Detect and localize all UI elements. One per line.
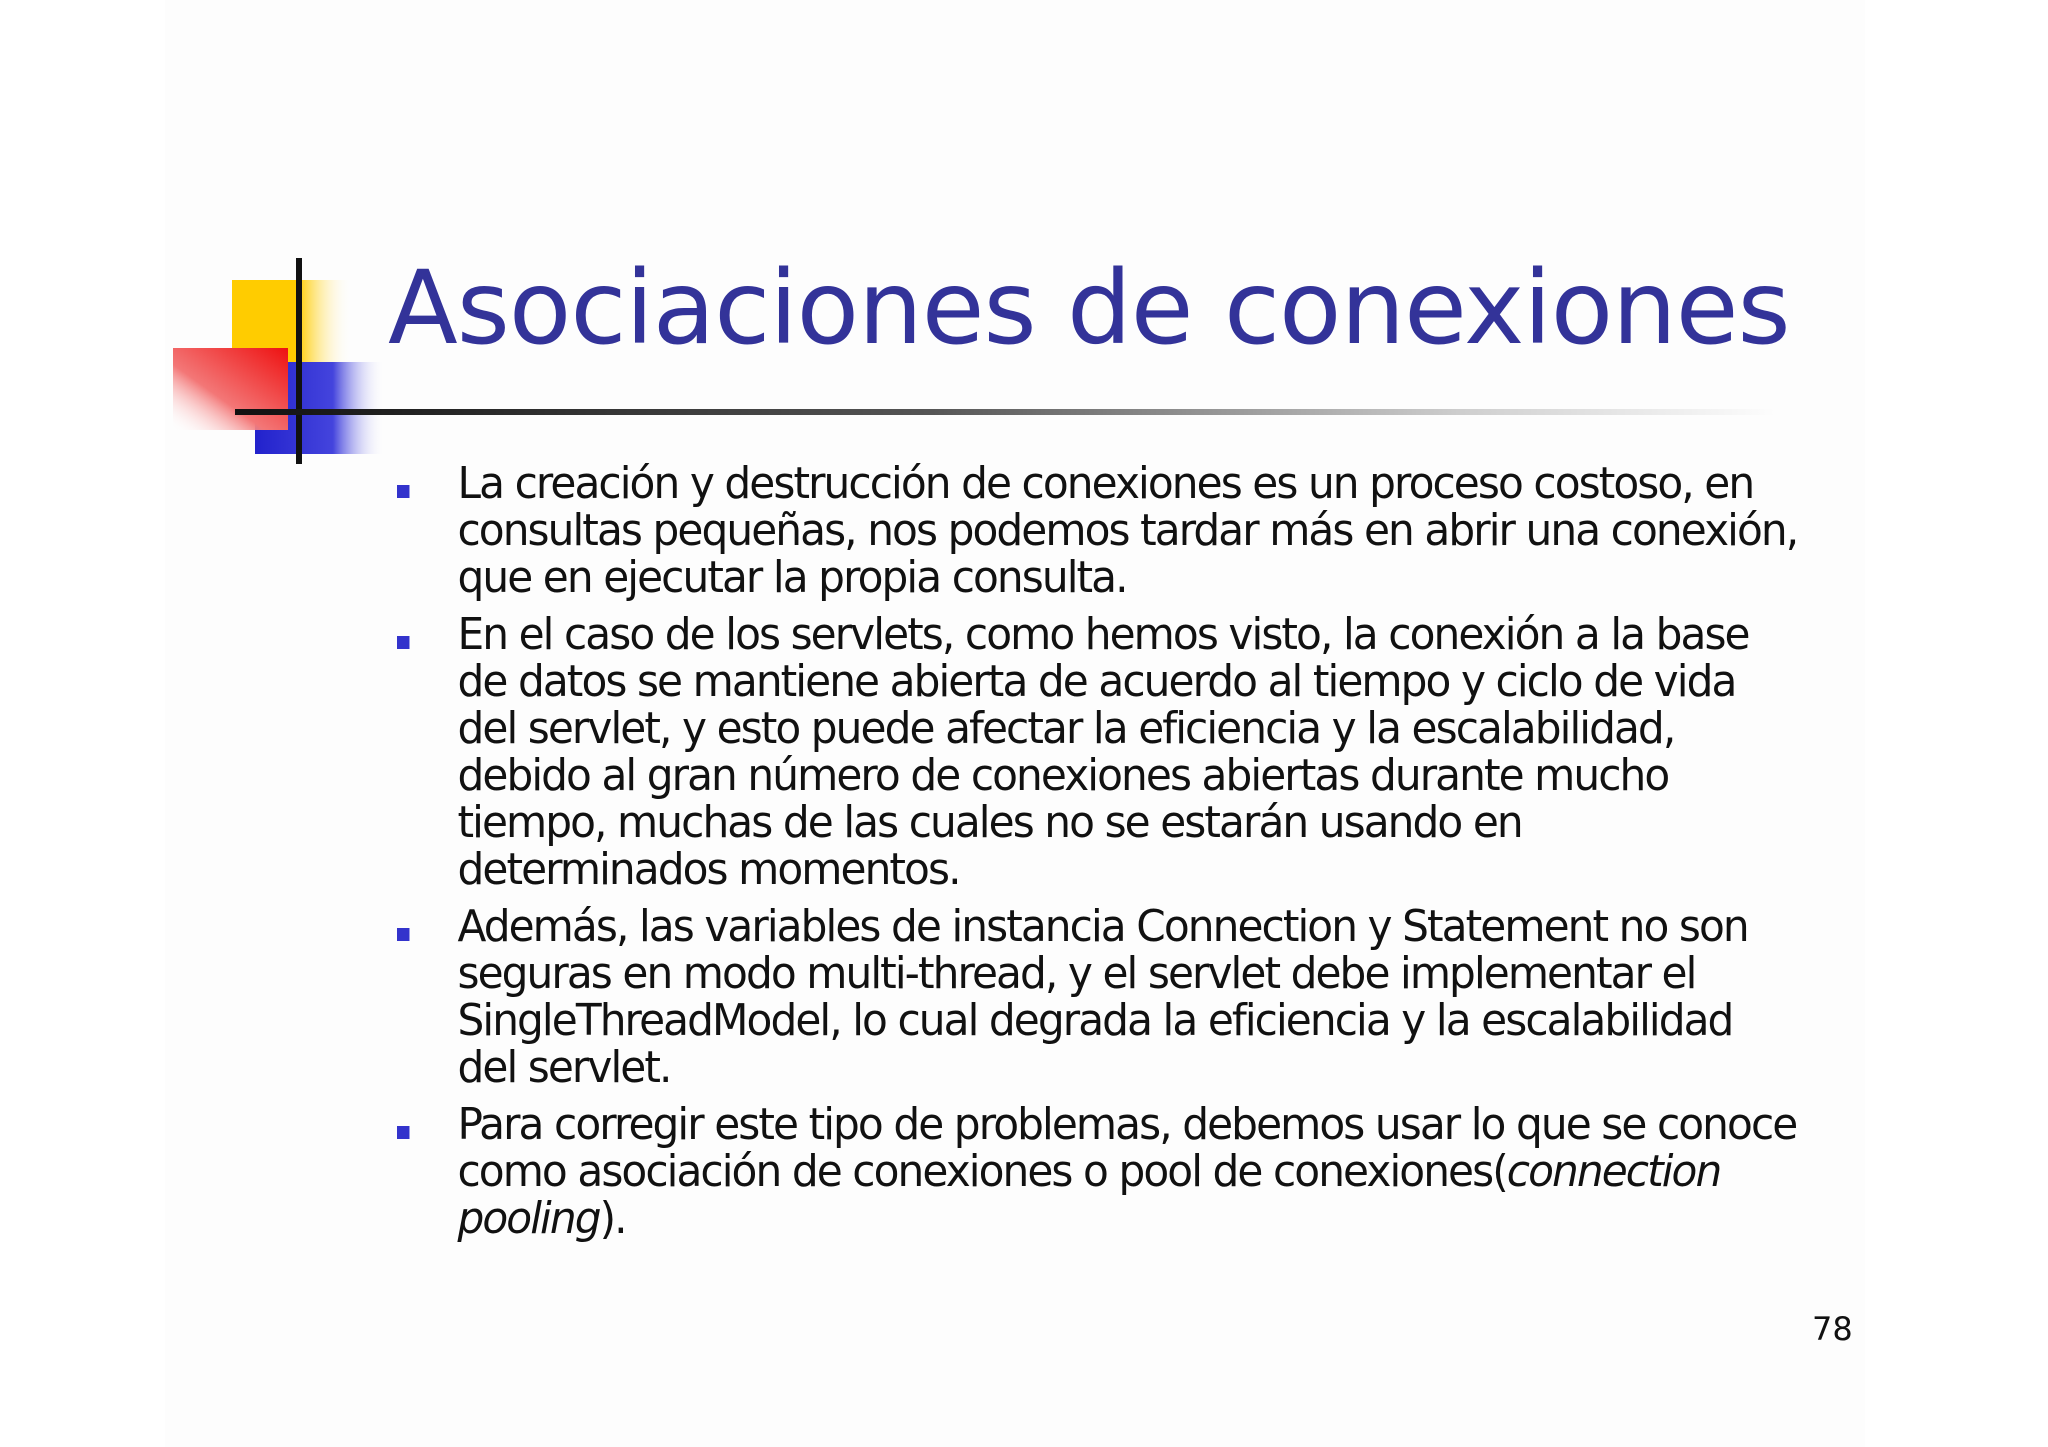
bullet-square-icon (397, 1126, 409, 1139)
bullet-text-end: ). (599, 1193, 626, 1244)
bullet-item (397, 1101, 1799, 1242)
slide-title: Asociaciones de conexiones (388, 249, 1790, 368)
bullet-square-icon (397, 485, 409, 498)
bullet-square-icon (397, 928, 409, 941)
bullet-item (397, 611, 1799, 893)
title-underline (235, 409, 1775, 415)
bullet-text: Para corregir este tipo de problemas, debemos usar lo que se conoce como asociación de conexiones o pool de conexiones( (457, 1099, 1797, 1197)
bullet-square-icon (397, 636, 409, 649)
bullet-italic-term: connection pooling (457, 1146, 1721, 1244)
bullet-list (397, 460, 1857, 1252)
bullet-text: En el caso de los servlets, como hemos visto, la conexión a la base de datos se mantiene abierta de acuerdo al tiempo y ciclo de vida del servlet, y esto puede afectar la eficiencia y la escalabilidad, debido al gran número de conexiones abiertas durante mucho tiempo, muchas de las cuales no se estarán usando en determinados momentos. (457, 609, 1749, 895)
bullet-item (397, 903, 1799, 1091)
page-number: 78 (1812, 1310, 1853, 1348)
bullet-text: La creación y destrucción de conexiones es un proceso costoso, en consultas pequeñas, nos podemos tardar más en abrir una conexión, que en ejecutar la propia consulta. (457, 458, 1798, 603)
bullet-item (397, 460, 1799, 601)
bullet-text: Además, las variables de instancia Connection y Statement no son seguras en modo multi-thread, y el servlet debe implementar el SingleThreadModel, lo cual degrada la eficiencia y la escalabilidad del servlet. (457, 901, 1748, 1093)
